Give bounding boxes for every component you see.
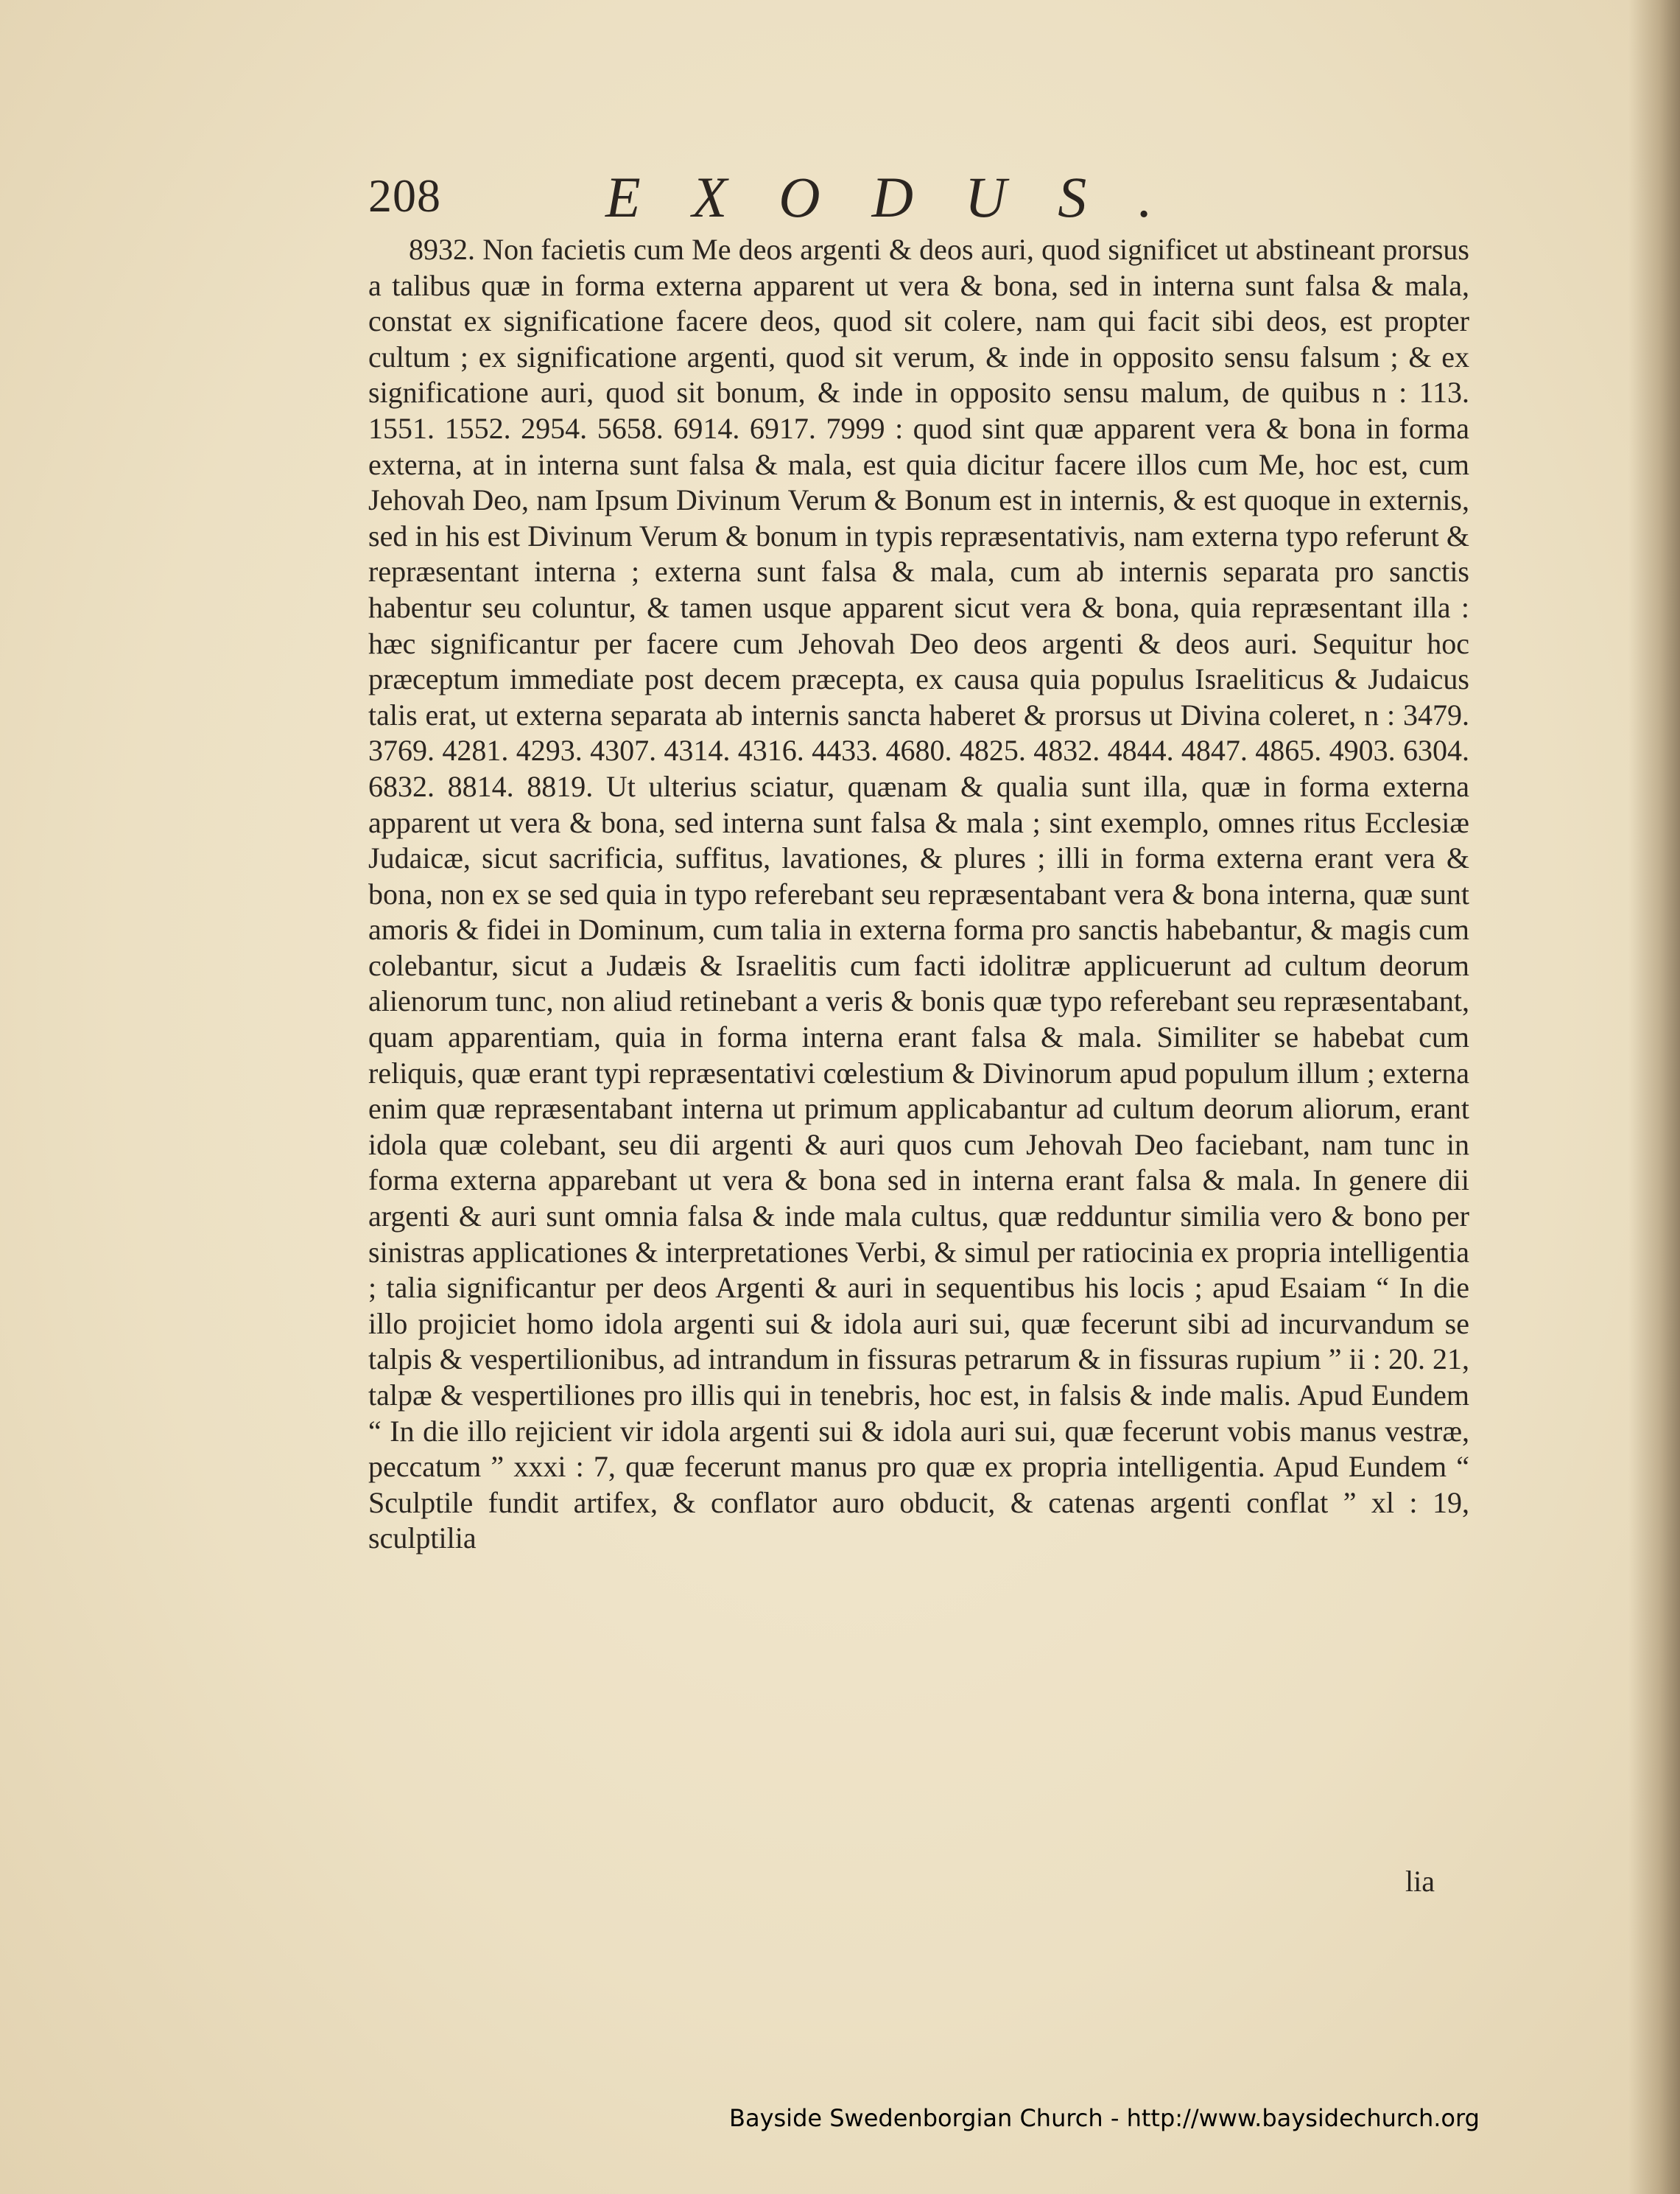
page-header bbox=[368, 158, 1223, 232]
main-text-block bbox=[368, 232, 1469, 1557]
catchword: lia bbox=[1405, 1865, 1435, 1898]
page-number: 208 bbox=[368, 169, 441, 222]
footer-credit: Bayside Swedenborgian Church - http://www.baysidechurch.org bbox=[729, 2104, 1480, 2132]
running-title: EXODUS. bbox=[605, 165, 1204, 229]
book-spine-shadow bbox=[1628, 0, 1680, 2194]
paragraph-8932: 8932. Non facietis cum Me deos argenti & deos auri, quod significet ut abstineant prorsus a talibus quæ in forma externa apparent ut vera & bona, sed in interna sunt falsa & mala, constat ex significatione facere deos, quod sit colere, nam qui facit sibi deos, est propter cultum ; ex significatione argenti, quod sit verum, & inde in opposito sensu falsum ; & ex significatione auri, quod sit bonum, & inde in opposito sensu malum, de quibus n : 113. 1551. 1552. 2954. 5658. 6914. 6917. 7999 : quod sint quæ apparent vera & bona in forma externa, at in interna sunt falsa & mala, est quia dicitur facere illos cum Me, hoc est, cum Jehovah Deo, nam Ipsum Divinum Verum & Bonum est in internis, & est quoque in externis, sed in his est Divinum Verum & bonum in typis repræsentativis, nam externa typo referunt & repræsentant interna ; externa sunt falsa & mala, cum ab internis separata pro sanctis habentur seu coluntur, & tamen usque apparent sicut vera & bona, quia repræsentant illa : hæc significantur per facere cum Jehovah Deo deos argenti & deos auri. Sequitur hoc præceptum immediate post decem præcepta, ex causa quia populus Israeliticus & Judaicus talis erat, ut externa separata ab internis sancta haberet & prorsus ut Divina coleret, n : 3479. 3769. 4281. 4293. 4307. 4314. 4316. 4433. 4680. 4825. 4832. 4844. 4847. 4865. 4903. 6304. 6832. 8814. 8819. Ut ulterius sciatur, quænam & qualia sunt illa, quæ in forma externa apparent ut vera & bona, sed interna sunt falsa & mala ; sint exemplo, omnes ritus Ecclesiæ Judaicæ, sicut sacrificia, suffitus, lavationes, & plures ; illi in forma externa erant vera & bona, non ex se sed quia in typo referebant seu repræsentabant vera & bona interna, quæ sunt amoris & fidei in Dominum, cum talia in externa forma pro sanctis habebantur, & magis cum colebantur, sicut a Judæis & Israelitis cum facti idolitræ applicuerunt ad cultum deorum alienorum tunc, non aliud retinebant a veris & bonis quæ typo referebant seu repræsentabant, quam apparentiam, quia in forma interna erant falsa & mala. Similiter se habebat cum reliquis, quæ erant typi repræsentativi cœlestium & Divinorum apud populum illum ; externa enim quæ repræsentabant interna ut primum applicabantur ad cultum deorum aliorum, erant idola quæ colebant, seu dii argenti & auri quos cum Jehovah Deo faciebant, nam tunc in forma externa apparebant ut vera & bona sed in interna erant falsa & mala. In genere dii argenti & auri sunt omnia falsa & inde mala cultus, quæ redduntur similia vero & bono per sinistras applicationes & interpretationes Verbi, & simul per ratiocinia ex propria intelligentia ; talia significantur per deos Argenti & auri in sequentibus his locis ; apud Esaiam “ In die illo projiciet homo idola argenti sui & idola auri sui, quæ fecerunt sibi ad incurvandum se talpis & vespertilionibus, ad intrandum in fissuras petrarum & in fissuras rupium ” ii : 20. 21, talpæ & vespertiliones pro illis qui in tenebris, hoc est, in falsis & inde malis. Apud Eundem “ In die illo rejicient vir idola argenti sui & idola auri sui, quæ fecerunt vobis manus vestræ, peccatum ” xxxi : 7, quæ fecerunt manus pro quæ ex propria intelligentia. Apud Eundem “ Sculptile fundit artifex, & conflator auro obducit, & catenas argenti conflat ” xl : 19, sculptilia bbox=[368, 233, 1469, 1555]
